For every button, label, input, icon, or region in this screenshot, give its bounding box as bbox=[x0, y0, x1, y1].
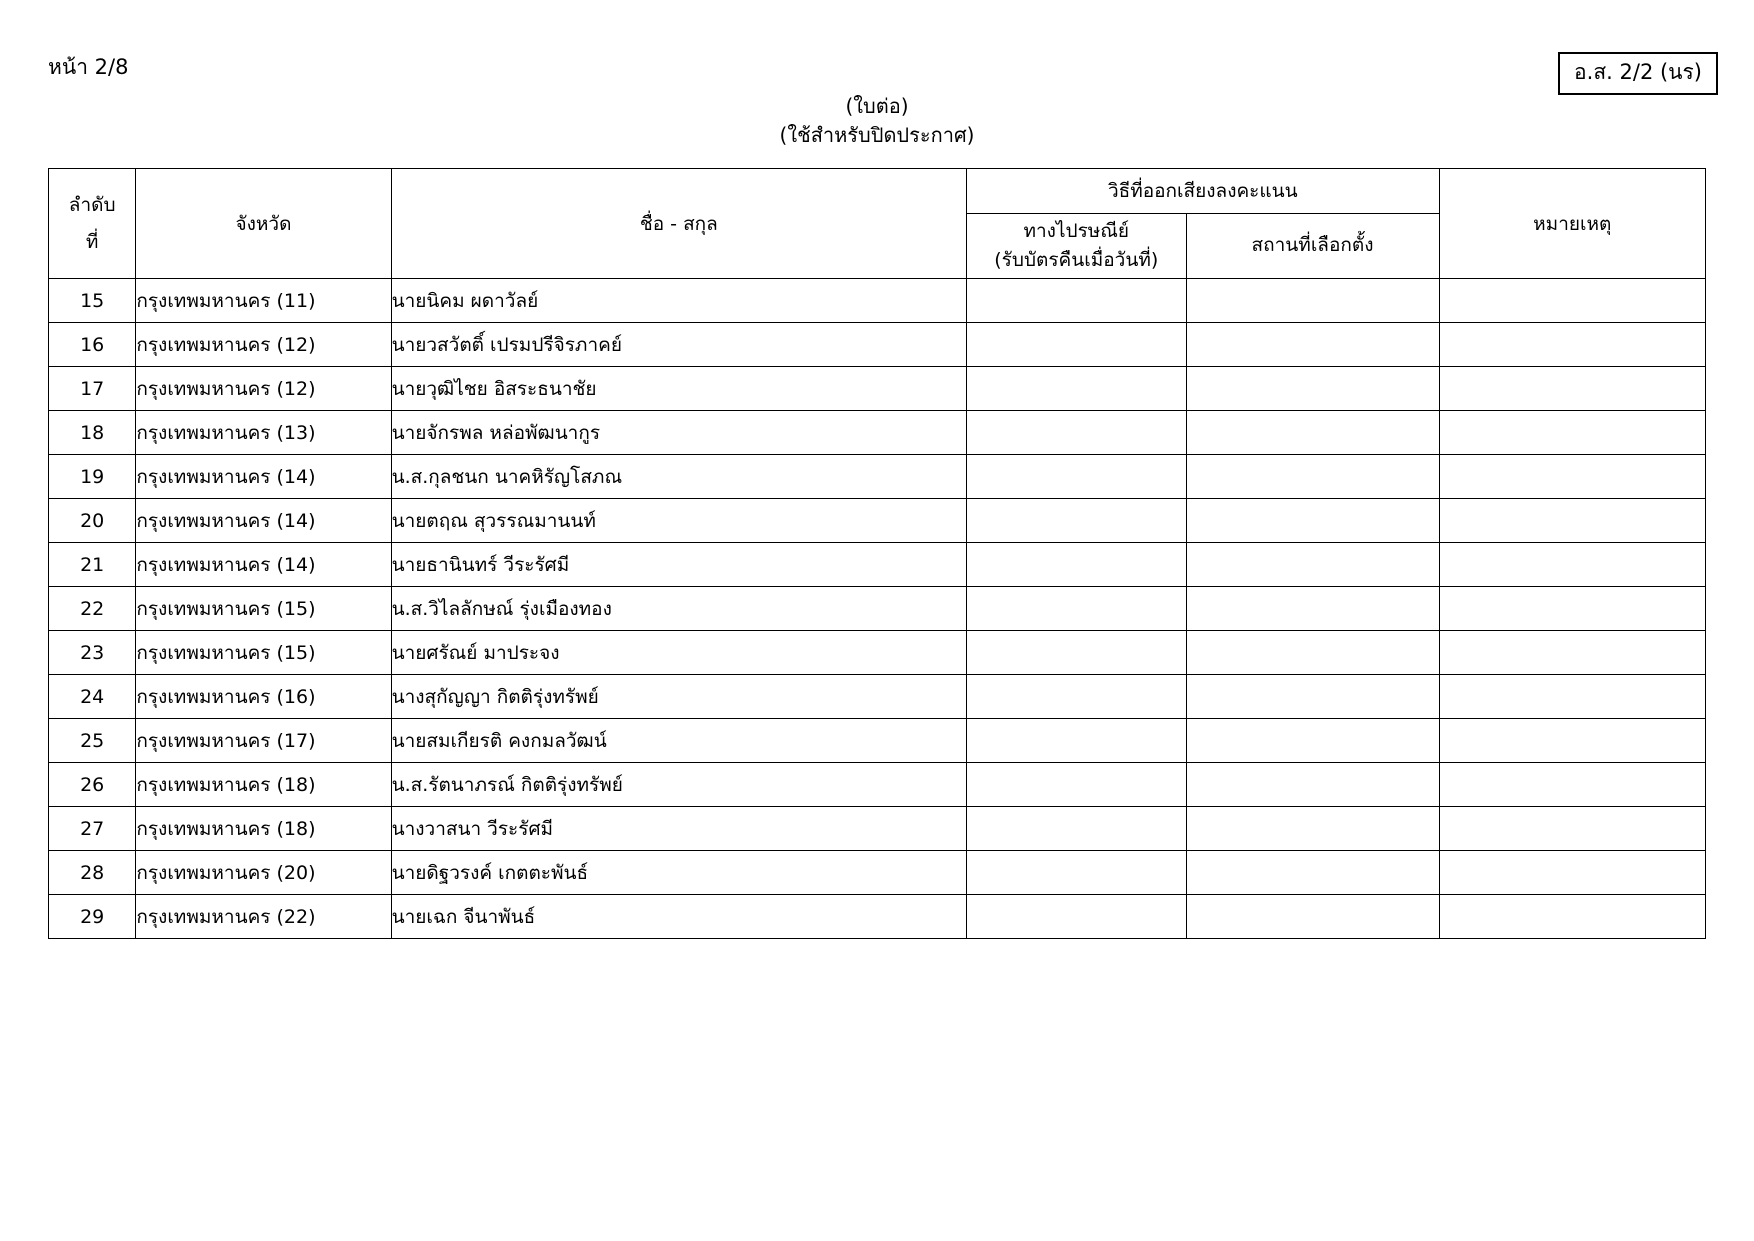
cell-name: น.ส.รัตนาภรณ์ กิตติรุ่งทรัพย์ bbox=[391, 763, 966, 807]
cell-name: นายนิคม ผดาวัลย์ bbox=[391, 279, 966, 323]
cell-name: นายจักรพล หล่อพัฒนากูร bbox=[391, 411, 966, 455]
cell-province: กรุงเทพมหานคร (15) bbox=[136, 587, 391, 631]
cell-polling-station bbox=[1186, 675, 1439, 719]
cell-province: กรุงเทพมหานคร (14) bbox=[136, 543, 391, 587]
cell-province: กรุงเทพมหานคร (13) bbox=[136, 411, 391, 455]
cell-polling-station bbox=[1186, 455, 1439, 499]
cell-remark bbox=[1439, 279, 1705, 323]
cell-sequence: 24 bbox=[49, 675, 136, 719]
cell-sequence: 21 bbox=[49, 543, 136, 587]
cell-postal bbox=[967, 719, 1186, 763]
cell-name: นางสุกัญญา กิตติรุ่งทรัพย์ bbox=[391, 675, 966, 719]
cell-postal bbox=[967, 851, 1186, 895]
cell-remark bbox=[1439, 411, 1705, 455]
cell-sequence: 20 bbox=[49, 499, 136, 543]
table-body bbox=[49, 279, 1706, 939]
cell-province: กรุงเทพมหานคร (12) bbox=[136, 367, 391, 411]
cell-name: นางวาสนา วีระรัศมี bbox=[391, 807, 966, 851]
table-row bbox=[49, 323, 1706, 367]
table-row bbox=[49, 499, 1706, 543]
table-row bbox=[49, 807, 1706, 851]
column-header-postal-line1: ทางไปรษณีย์ bbox=[1023, 219, 1130, 242]
cell-postal bbox=[967, 367, 1186, 411]
cell-postal bbox=[967, 763, 1186, 807]
cell-remark bbox=[1439, 807, 1705, 851]
table-row bbox=[49, 455, 1706, 499]
page-number-label: หน้า 2/8 bbox=[48, 55, 129, 79]
cell-postal bbox=[967, 279, 1186, 323]
cell-polling-station bbox=[1186, 411, 1439, 455]
cell-polling-station bbox=[1186, 587, 1439, 631]
cell-polling-station bbox=[1186, 719, 1439, 763]
cell-name: น.ส.กุลชนก นาคหิรัญโสภณ bbox=[391, 455, 966, 499]
cell-sequence: 27 bbox=[49, 807, 136, 851]
cell-remark bbox=[1439, 851, 1705, 895]
cell-polling-station bbox=[1186, 367, 1439, 411]
table-row bbox=[49, 675, 1706, 719]
column-header-polling-station-label: สถานที่เลือกตั้ง bbox=[1251, 234, 1374, 257]
cell-province: กรุงเทพมหานคร (20) bbox=[136, 851, 391, 895]
cell-province: กรุงเทพมหานคร (17) bbox=[136, 719, 391, 763]
table-row bbox=[49, 851, 1706, 895]
cell-polling-station bbox=[1186, 499, 1439, 543]
form-code-box: อ.ส. 2/2 (นร) bbox=[1558, 52, 1718, 95]
table-row bbox=[49, 719, 1706, 763]
cell-postal bbox=[967, 895, 1186, 939]
cell-remark bbox=[1439, 499, 1705, 543]
column-header-remark: หมายเหตุ bbox=[1439, 169, 1705, 279]
cell-province: กรุงเทพมหานคร (14) bbox=[136, 499, 391, 543]
cell-remark bbox=[1439, 455, 1705, 499]
column-header-sequence-line1: ลำดับ bbox=[68, 194, 116, 217]
cell-polling-station bbox=[1186, 279, 1439, 323]
cell-sequence: 25 bbox=[49, 719, 136, 763]
document-title-purpose: (ใช้สำหรับปิดประกาศ) bbox=[779, 123, 975, 147]
cell-postal bbox=[967, 587, 1186, 631]
cell-remark bbox=[1439, 367, 1705, 411]
cell-name: นายดิฐวรงค์ เกตตะพันธ์ bbox=[391, 851, 966, 895]
column-header-sequence bbox=[49, 169, 136, 279]
table-row bbox=[49, 895, 1706, 939]
document-title-block bbox=[0, 92, 1754, 150]
column-header-name: ชื่อ - สกุล bbox=[391, 169, 966, 279]
cell-name: นายตฤณ สุวรรณมานนท์ bbox=[391, 499, 966, 543]
cell-polling-station bbox=[1186, 323, 1439, 367]
table-row bbox=[49, 763, 1706, 807]
cell-remark bbox=[1439, 763, 1705, 807]
cell-sequence: 29 bbox=[49, 895, 136, 939]
cell-remark bbox=[1439, 675, 1705, 719]
column-header-postal-line2: (รับบัตรคืนเมื่อวันที่) bbox=[994, 249, 1159, 271]
table-header bbox=[49, 169, 1706, 279]
cell-province: กรุงเทพมหานคร (18) bbox=[136, 763, 391, 807]
cell-polling-station bbox=[1186, 763, 1439, 807]
cell-polling-station bbox=[1186, 543, 1439, 587]
cell-polling-station bbox=[1186, 851, 1439, 895]
cell-sequence: 17 bbox=[49, 367, 136, 411]
cell-postal bbox=[967, 675, 1186, 719]
column-header-polling-station bbox=[1186, 214, 1439, 279]
column-header-province: จังหวัด bbox=[136, 169, 391, 279]
cell-sequence: 22 bbox=[49, 587, 136, 631]
column-header-postal bbox=[967, 214, 1186, 279]
cell-sequence: 15 bbox=[49, 279, 136, 323]
cell-postal bbox=[967, 411, 1186, 455]
cell-remark bbox=[1439, 587, 1705, 631]
cell-remark bbox=[1439, 323, 1705, 367]
cell-postal bbox=[967, 499, 1186, 543]
cell-polling-station bbox=[1186, 807, 1439, 851]
cell-province: กรุงเทพมหานคร (18) bbox=[136, 807, 391, 851]
cell-name: นายวุฒิไชย อิสระธนาชัย bbox=[391, 367, 966, 411]
cell-name: น.ส.วิไลลักษณ์ รุ่งเมืองทอง bbox=[391, 587, 966, 631]
cell-sequence: 19 bbox=[49, 455, 136, 499]
cell-sequence: 16 bbox=[49, 323, 136, 367]
cell-sequence: 26 bbox=[49, 763, 136, 807]
cell-province: กรุงเทพมหานคร (16) bbox=[136, 675, 391, 719]
cell-sequence: 28 bbox=[49, 851, 136, 895]
table-row bbox=[49, 631, 1706, 675]
cell-postal bbox=[967, 455, 1186, 499]
cell-sequence: 23 bbox=[49, 631, 136, 675]
cell-postal bbox=[967, 807, 1186, 851]
voter-roster-table bbox=[48, 168, 1706, 939]
cell-name: นายเฉก จีนาพันธ์ bbox=[391, 895, 966, 939]
cell-polling-station bbox=[1186, 631, 1439, 675]
cell-postal bbox=[967, 323, 1186, 367]
cell-remark bbox=[1439, 719, 1705, 763]
cell-province: กรุงเทพมหานคร (14) bbox=[136, 455, 391, 499]
cell-polling-station bbox=[1186, 895, 1439, 939]
table-header-row-main bbox=[49, 169, 1706, 214]
roster-table-container bbox=[48, 168, 1706, 939]
cell-sequence: 18 bbox=[49, 411, 136, 455]
cell-province: กรุงเทพมหานคร (15) bbox=[136, 631, 391, 675]
cell-postal bbox=[967, 543, 1186, 587]
table-row bbox=[49, 587, 1706, 631]
cell-province: กรุงเทพมหานคร (22) bbox=[136, 895, 391, 939]
table-row bbox=[49, 367, 1706, 411]
cell-province: กรุงเทพมหานคร (12) bbox=[136, 323, 391, 367]
document-title-continuation: (ใบต่อ) bbox=[845, 94, 909, 118]
cell-name: นายสมเกียรติ คงกมลวัฒน์ bbox=[391, 719, 966, 763]
cell-province: กรุงเทพมหานคร (11) bbox=[136, 279, 391, 323]
table-row bbox=[49, 411, 1706, 455]
cell-name: นายธานินทร์ วีระรัศมี bbox=[391, 543, 966, 587]
cell-name: นายศรัณย์ มาประจง bbox=[391, 631, 966, 675]
cell-postal bbox=[967, 631, 1186, 675]
column-header-sequence-line2: ที่ bbox=[85, 230, 99, 253]
cell-name: นายวสวัตติ์ เปรมปรีจิรภาคย์ bbox=[391, 323, 966, 367]
table-row bbox=[49, 543, 1706, 587]
cell-remark bbox=[1439, 895, 1705, 939]
cell-remark bbox=[1439, 543, 1705, 587]
table-row bbox=[49, 279, 1706, 323]
cell-remark bbox=[1439, 631, 1705, 675]
column-header-voting-method-group: วิธีที่ออกเสียงลงคะแนน bbox=[967, 169, 1439, 214]
